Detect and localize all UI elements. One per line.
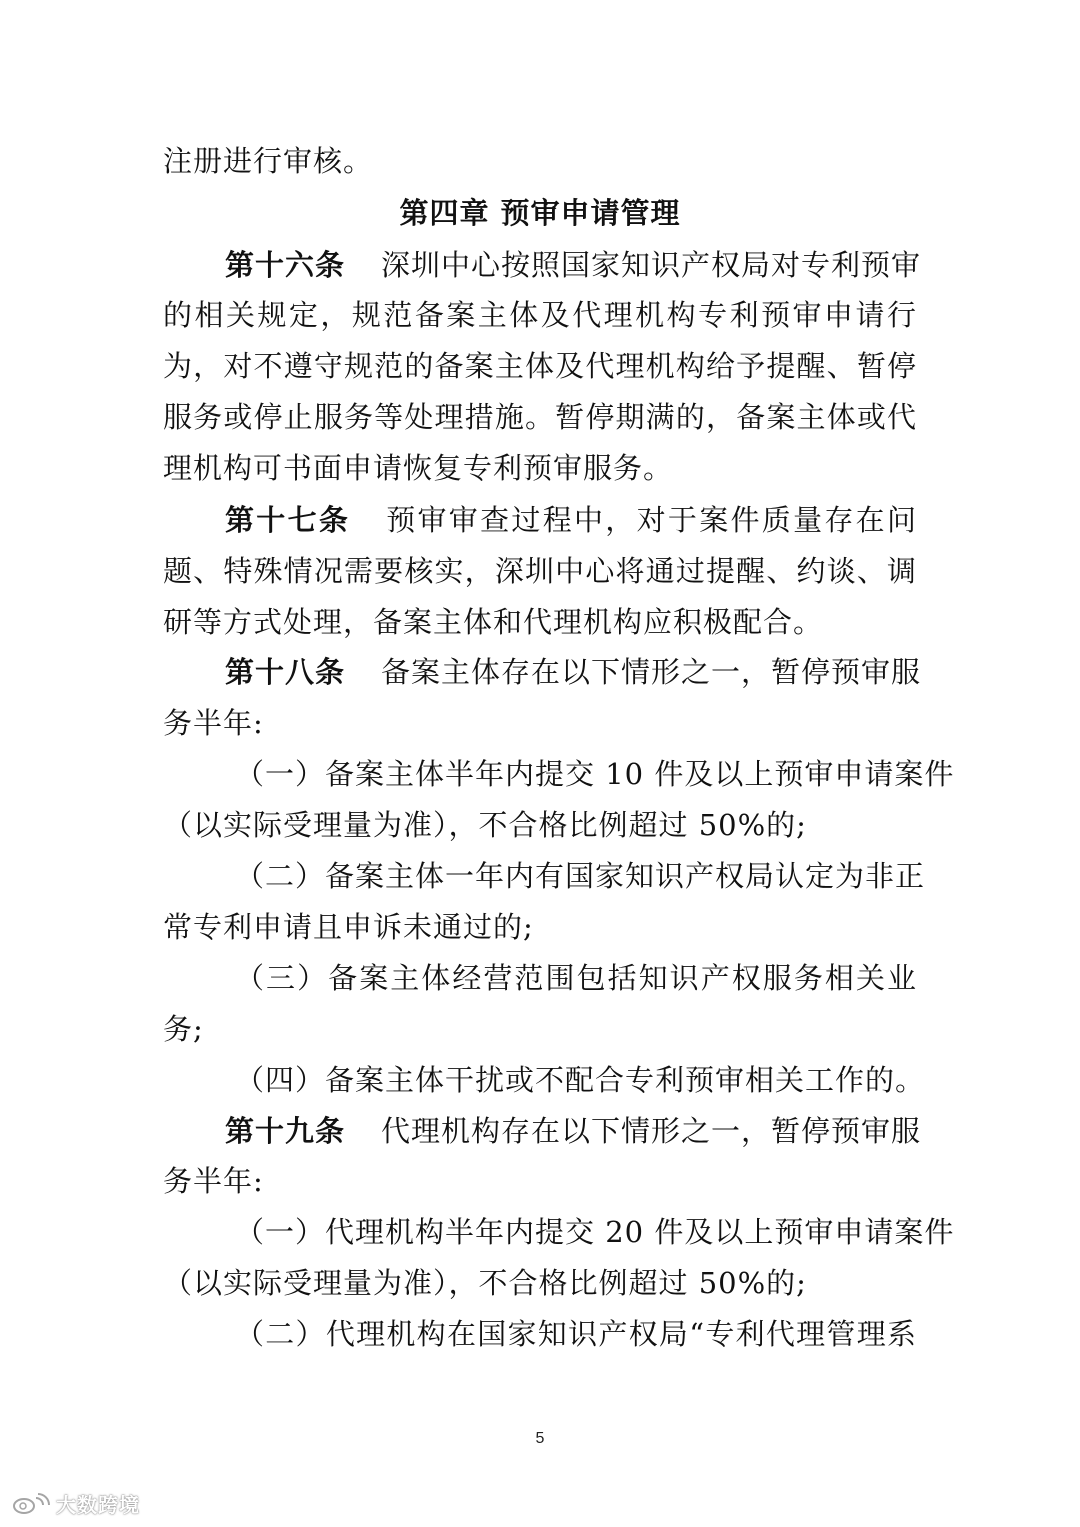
article-16-text: 深圳中心按照国家知识产权局对专利预审 (381, 248, 922, 282)
paragraph-line: 题、特殊情况需要核实，深圳中心将通过提醒、约谈、调 (163, 554, 917, 588)
article-16-first-line (225, 245, 922, 285)
article-19-text: 代理机构存在以下情形之一，暂停预审服 (381, 1114, 922, 1148)
article-18-label: 第十八条 (225, 655, 346, 689)
article-17-label: 第十七条 (225, 503, 351, 537)
watermark (12, 1489, 140, 1518)
weibo-logo-icon (12, 1493, 50, 1515)
list-item-line: （以实际受理量为准），不合格比例超过 50%的; (163, 1266, 807, 1300)
paragraph-line: 服务或停止服务等处理措施。暂停期满的，备案主体或代 (163, 400, 917, 434)
list-item-line: 务; (163, 1012, 204, 1046)
watermark-text: 大数跨境 (56, 1493, 140, 1517)
article-19-first-line (225, 1111, 922, 1151)
paragraph-line: 注册进行审核。 (163, 144, 374, 178)
article-19-label: 第十九条 (225, 1114, 346, 1148)
article-17-first-line (225, 500, 917, 540)
article-18-first-line (225, 652, 922, 692)
chapter-title: 第四章 预审申请管理 (399, 196, 681, 230)
list-item-line: （二）备案主体一年内有国家知识产权局认定为非正 (235, 859, 926, 893)
paragraph-line: 理机构可书面申请恢复专利预审服务。 (163, 451, 674, 485)
page-number: 5 (535, 1430, 545, 1447)
article-17-text: 预审审查过程中，对于案件质量存在问 (386, 503, 917, 537)
list-item-line: （二）代理机构在国家知识产权局“专利代理管理系 (235, 1317, 917, 1351)
paragraph-line: 务半年: (163, 1164, 264, 1198)
list-item-line: 常专利申请且申诉未通过的; (163, 910, 534, 944)
paragraph-line: 研等方式处理，备案主体和代理机构应积极配合。 (163, 605, 824, 639)
paragraph-line: 的相关规定，规范备案主体及代理机构专利预审申请行 (163, 298, 917, 332)
paragraph-line: 务半年: (163, 706, 264, 740)
list-item-line: （一）备案主体半年内提交 10 件及以上预审申请案件 (235, 757, 955, 791)
list-item-line: （以实际受理量为准），不合格比例超过 50%的; (163, 808, 807, 842)
list-item-line: （一）代理机构半年内提交 20 件及以上预审申请案件 (235, 1215, 955, 1249)
paragraph-line: 为，对不遵守规范的备案主体及代理机构给予提醒、暂停 (163, 349, 917, 383)
article-18-text: 备案主体存在以下情形之一，暂停预审服 (381, 655, 922, 689)
article-16-label: 第十六条 (225, 248, 346, 282)
list-item-line: （四）备案主体干扰或不配合专利预审相关工作的。 (235, 1063, 926, 1097)
list-item-line: （三）备案主体经营范围包括知识产权服务相关业 (235, 961, 917, 995)
